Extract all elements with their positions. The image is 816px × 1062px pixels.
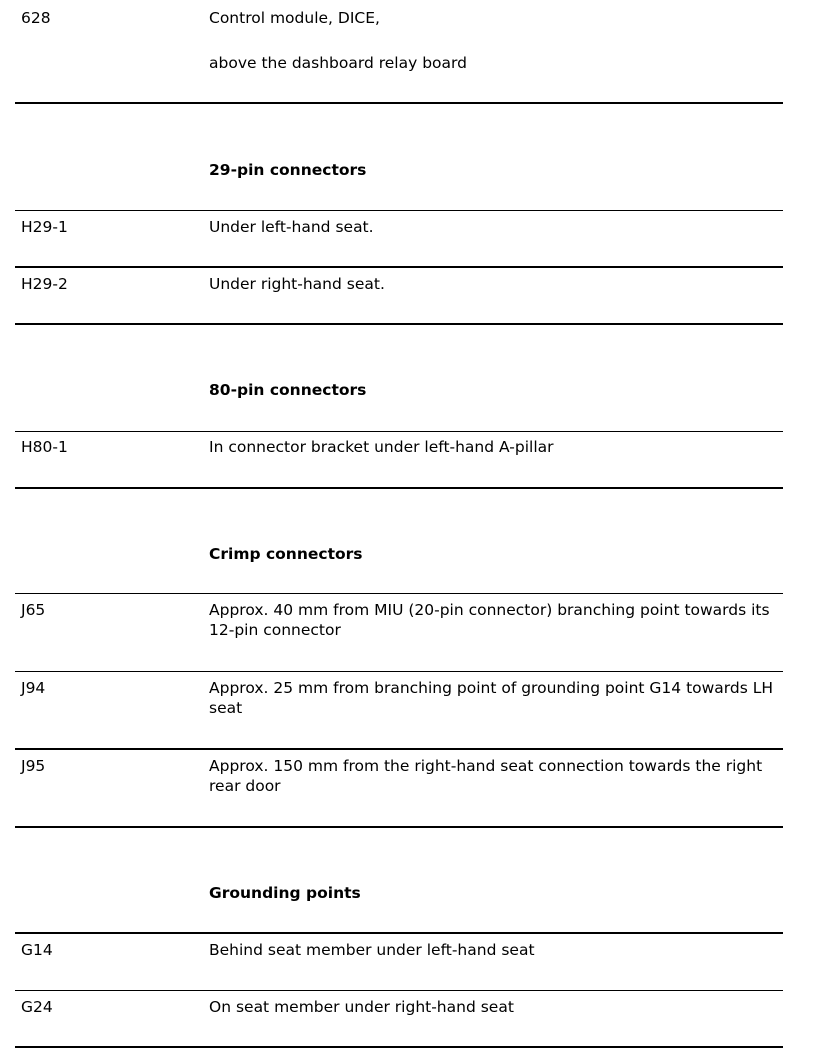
divider bbox=[15, 826, 783, 828]
desc-h29-1: Under left-hand seat. bbox=[209, 218, 374, 236]
desc-h29-2: Under right-hand seat. bbox=[209, 275, 385, 293]
desc-628-line2: above the dashboard relay board bbox=[209, 54, 467, 72]
divider bbox=[15, 990, 783, 991]
divider bbox=[15, 210, 783, 211]
desc-h80-1: In connector bracket under left-hand A-pillar bbox=[209, 438, 554, 456]
section-heading-80-pin: 80-pin connectors bbox=[209, 381, 367, 399]
code-g14: G14 bbox=[21, 941, 53, 959]
divider bbox=[15, 1046, 783, 1048]
section-heading-crimp: Crimp connectors bbox=[209, 545, 363, 563]
code-j95: J95 bbox=[21, 757, 46, 775]
section-heading-grounding: Grounding points bbox=[209, 884, 361, 902]
desc-g24: On seat member under right-hand seat bbox=[209, 998, 514, 1016]
divider bbox=[15, 431, 783, 432]
code-628: 628 bbox=[21, 9, 51, 27]
divider bbox=[15, 102, 783, 104]
divider bbox=[15, 932, 783, 934]
desc-g14: Behind seat member under left-hand seat bbox=[209, 941, 535, 959]
divider bbox=[15, 748, 783, 750]
section-heading-29-pin: 29-pin connectors bbox=[209, 161, 367, 179]
divider bbox=[15, 487, 783, 489]
desc-j94: Approx. 25 mm from branching point of grounding point G14 towards LH seat bbox=[209, 679, 774, 717]
code-j65: J65 bbox=[21, 601, 46, 619]
code-j94: J94 bbox=[21, 679, 46, 697]
desc-j95: Approx. 150 mm from the right-hand seat connection towards the right rear door bbox=[209, 757, 763, 795]
desc-j65: Approx. 40 mm from MIU (20-pin connector) branching point towards its 12-pin connector bbox=[209, 601, 770, 639]
code-g24: G24 bbox=[21, 998, 53, 1016]
desc-628-line1: Control module, DICE, bbox=[209, 9, 380, 27]
divider bbox=[15, 593, 783, 594]
code-h80-1: H80-1 bbox=[21, 438, 68, 456]
code-h29-2: H29-2 bbox=[21, 275, 68, 293]
divider bbox=[15, 671, 783, 672]
divider bbox=[15, 266, 783, 268]
divider bbox=[15, 323, 783, 325]
code-h29-1: H29-1 bbox=[21, 218, 68, 236]
